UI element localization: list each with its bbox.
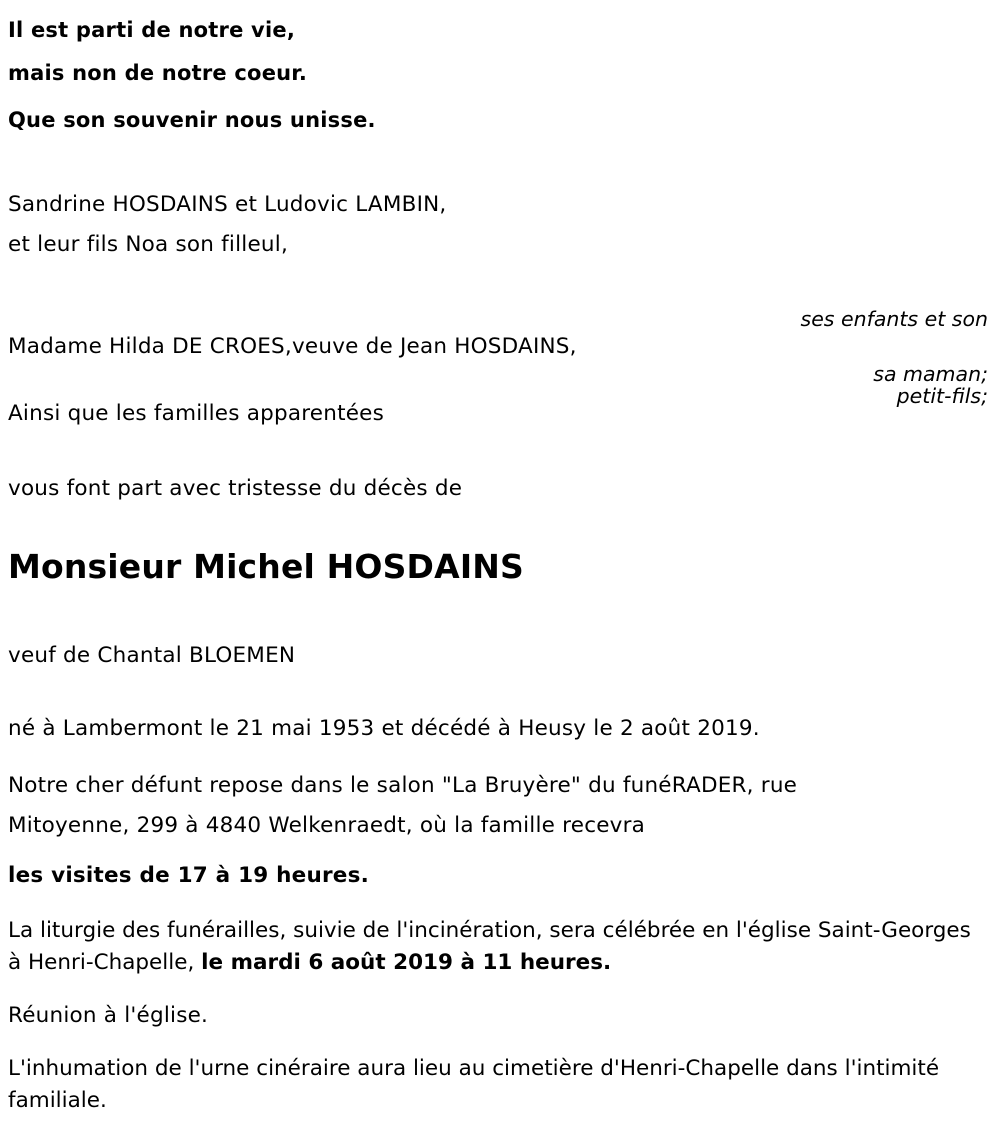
ceremony-burial: L'inhumation de l'urne cinéraire aura lieu au cimetière d'Henri-Chapelle dans l'intimité familiale. bbox=[8, 1056, 940, 1113]
family-group1-line-1: Sandrine HOSDAINS et Ludovic LAMBIN, bbox=[8, 192, 447, 217]
deceased-name: Monsieur Michel HOSDAINS bbox=[8, 547, 524, 586]
spouse-status: veuf de Chantal BLOEMEN bbox=[8, 643, 296, 668]
verse-line-3: Que son souvenir nous unisse. bbox=[8, 108, 376, 132]
verse-line-2: mais non de notre coeur. bbox=[8, 61, 308, 85]
ceremony-liturgy-datetime: le mardi 6 août 2019 à 11 heures. bbox=[201, 949, 612, 975]
ceremony-liturgy bbox=[8, 915, 988, 979]
verse-line-1: Il est parti de notre vie, bbox=[8, 18, 296, 42]
ceremony-liturgy-text: La liturgie des funérailles, suivie de l'incinération, sera célébrée en l'église Saint-Georges à Henri-Chapelle, bbox=[8, 918, 971, 975]
family-group1-relation-line-2: petit-fils; bbox=[896, 384, 988, 409]
family-group1-relation-line-1: ses enfants et son bbox=[800, 306, 988, 331]
family-group2-line-1: Madame Hilda DE CROES,veuve de Jean HOSDAINS, bbox=[8, 334, 577, 359]
visitation-location-line-2: Mitoyenne, 299 à 4840 Welkenraedt, où la famille recevra bbox=[8, 813, 646, 838]
family-group1-line-2: et leur fils Noa son filleul, bbox=[8, 232, 288, 257]
visitation-location-line-1: Notre cher défunt repose dans le salon "La Bruyère" du funéRADER, rue bbox=[8, 773, 798, 798]
visitation-hours: les visites de 17 à 19 heures. bbox=[8, 863, 369, 888]
birth-death-line: né à Lambermont le 21 mai 1953 et décédé à Heusy le 2 août 2019. bbox=[8, 716, 760, 741]
family-group2-relation: sa maman; bbox=[873, 362, 988, 386]
family-group3-line-1: Ainsi que les familles apparentées bbox=[8, 401, 385, 426]
family-group1-relation bbox=[801, 255, 988, 462]
announcement-intro: vous font part avec tristesse du décès de bbox=[8, 476, 463, 501]
ceremony-gathering: Réunion à l'église. bbox=[8, 1003, 209, 1028]
